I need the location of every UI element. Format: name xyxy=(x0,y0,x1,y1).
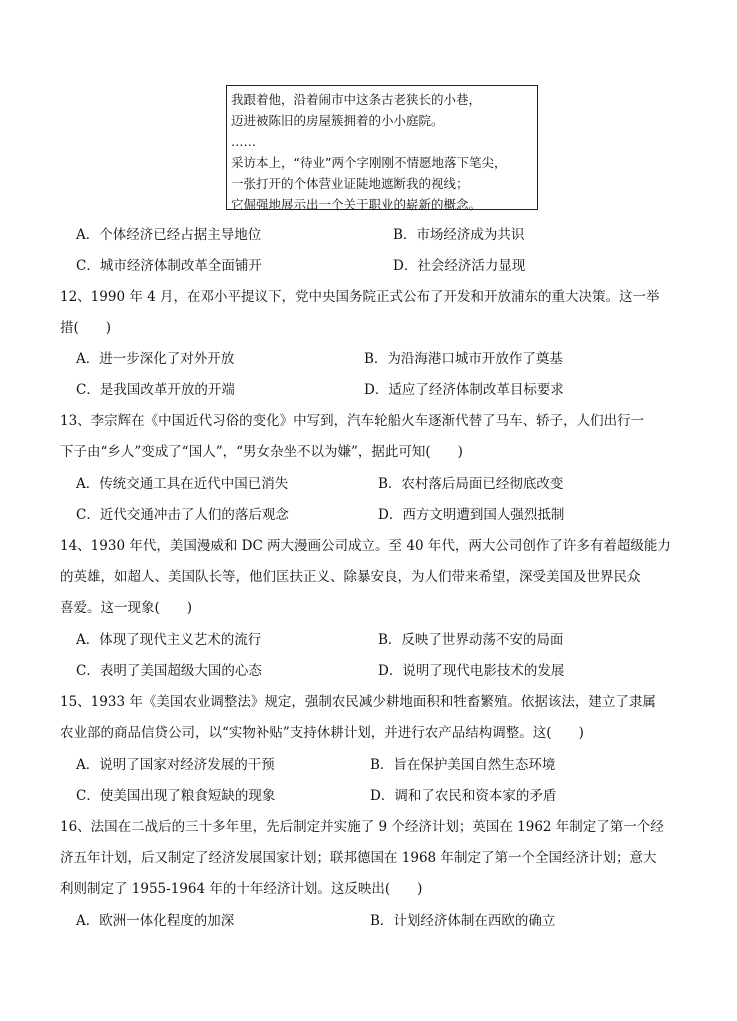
quote-line: 迈进被陈旧的房屋簇拥着的小小庭院。 xyxy=(231,113,444,128)
q15-option-b: B．旨在保护美国自然生态环境 xyxy=(370,757,556,773)
q12-option-c: C．是我国改革开放的开端 xyxy=(76,382,235,398)
q13-option-c: C．近代交通冲击了人们的落后观念 xyxy=(76,507,289,523)
q11-option-c: C．城市经济体制改革全面铺开 xyxy=(76,258,262,274)
q14-stem-line: 喜爱。这一现象( ) xyxy=(60,600,193,616)
q11-option-d: D．社会经济活力显现 xyxy=(393,258,526,274)
q12-option-b: B．为沿海港口城市开放作了奠基 xyxy=(364,351,563,367)
q12-option-d: D．适应了经济体制改革目标要求 xyxy=(364,382,564,398)
q14-stem-line: 的英雄，如超人、美国队长等，他们匡扶正义、除暴安良，为人们带来希望，深受美国及世界民众 xyxy=(60,569,641,585)
quote-line: …… xyxy=(231,134,256,149)
q11-option-b: B．市场经济成为共识 xyxy=(393,227,525,243)
q15-option-a: A．说明了国家对经济发展的干预 xyxy=(76,757,275,773)
quote-line: 我跟着他，沿着闹市中这条古老狭长的小巷， xyxy=(231,92,482,107)
q16-stem-line: 利则制定了 1955-1964 年的十年经济计划。这反映出( ) xyxy=(60,881,423,897)
q12-stem-line: 12、1990 年 4 月，在邓小平提议下，党中央国务院正式公布了开发和开放浦东的重大决策。这一举 xyxy=(60,289,660,305)
quote-line: 采访本上，“待业”两个字刚刚不情愿地落下笔尖， xyxy=(231,155,507,170)
q15-option-d: D．调和了农民和资本家的矛盾 xyxy=(370,788,557,804)
q13-option-d: D．西方文明遭到国人强烈抵制 xyxy=(378,507,565,523)
q12-stem-line: 措( ) xyxy=(60,320,112,336)
quote-line: 一张打开的个体营业证陡地遮断我的视线； xyxy=(231,176,469,191)
q16-stem-line: 济五年计划，后又制定了经济发展国家计划；联邦德国在 1968 年制定了第一个全国经济计划；意大 xyxy=(60,850,657,866)
q15-stem-line: 15、1933 年《美国农业调整法》规定，强制农民减少耕地面积和牲畜繁殖。依据该法，建立了隶属 xyxy=(60,694,656,710)
quote-line: 它倔强地展示出一个关于职业的崭新的概念。 xyxy=(231,197,482,212)
q13-stem-line: 下子由“乡人”变成了“国人”，“男女杂坐不以为嫌”，据此可知( ) xyxy=(60,444,463,460)
q12-option-a: A．进一步深化了对外开放 xyxy=(76,351,235,367)
q15-stem-line: 农业部的商品信贷公司，以“实物补贴”支持休耕计划，并进行农产品结构调整。这( ) xyxy=(60,725,584,741)
q14-option-d: D．说明了现代电影技术的发展 xyxy=(378,663,565,679)
q13-stem-line: 13、李宗辉在《中国近代习俗的变化》中写到，汽车轮船火车逐渐代替了马车、轿子，人们出行一 xyxy=(60,413,645,429)
q11-option-a: A．个体经济已经占据主导地位 xyxy=(76,227,262,243)
q13-option-a: A．传统交通工具在近代中国已消失 xyxy=(76,476,289,492)
q14-option-a: A．体现了现代主义艺术的流行 xyxy=(76,632,262,648)
q16-option-b: B．计划经济体制在西欧的确立 xyxy=(370,913,556,929)
q14-option-c: C．表明了美国超级大国的心态 xyxy=(76,663,262,679)
quote-box xyxy=(226,85,538,210)
q16-stem-line: 16、法国在二战后的三十多年里，先后制定并实施了 9 个经济计划；英国在 1962 年制定了第一个经 xyxy=(60,819,664,835)
q13-option-b: B．农村落后局面已经彻底改变 xyxy=(378,476,564,492)
q16-option-a: A．欧洲一体化程度的加深 xyxy=(76,913,235,929)
q15-option-c: C．使美国出现了粮食短缺的现象 xyxy=(76,788,276,804)
q14-option-b: B．反映了世界动荡不安的局面 xyxy=(378,632,564,648)
q14-stem-line: 14、1930 年代，美国漫威和 DC 两大漫画公司成立。至 40 年代，两大公司创作了许多有着超级能力 xyxy=(60,538,671,554)
